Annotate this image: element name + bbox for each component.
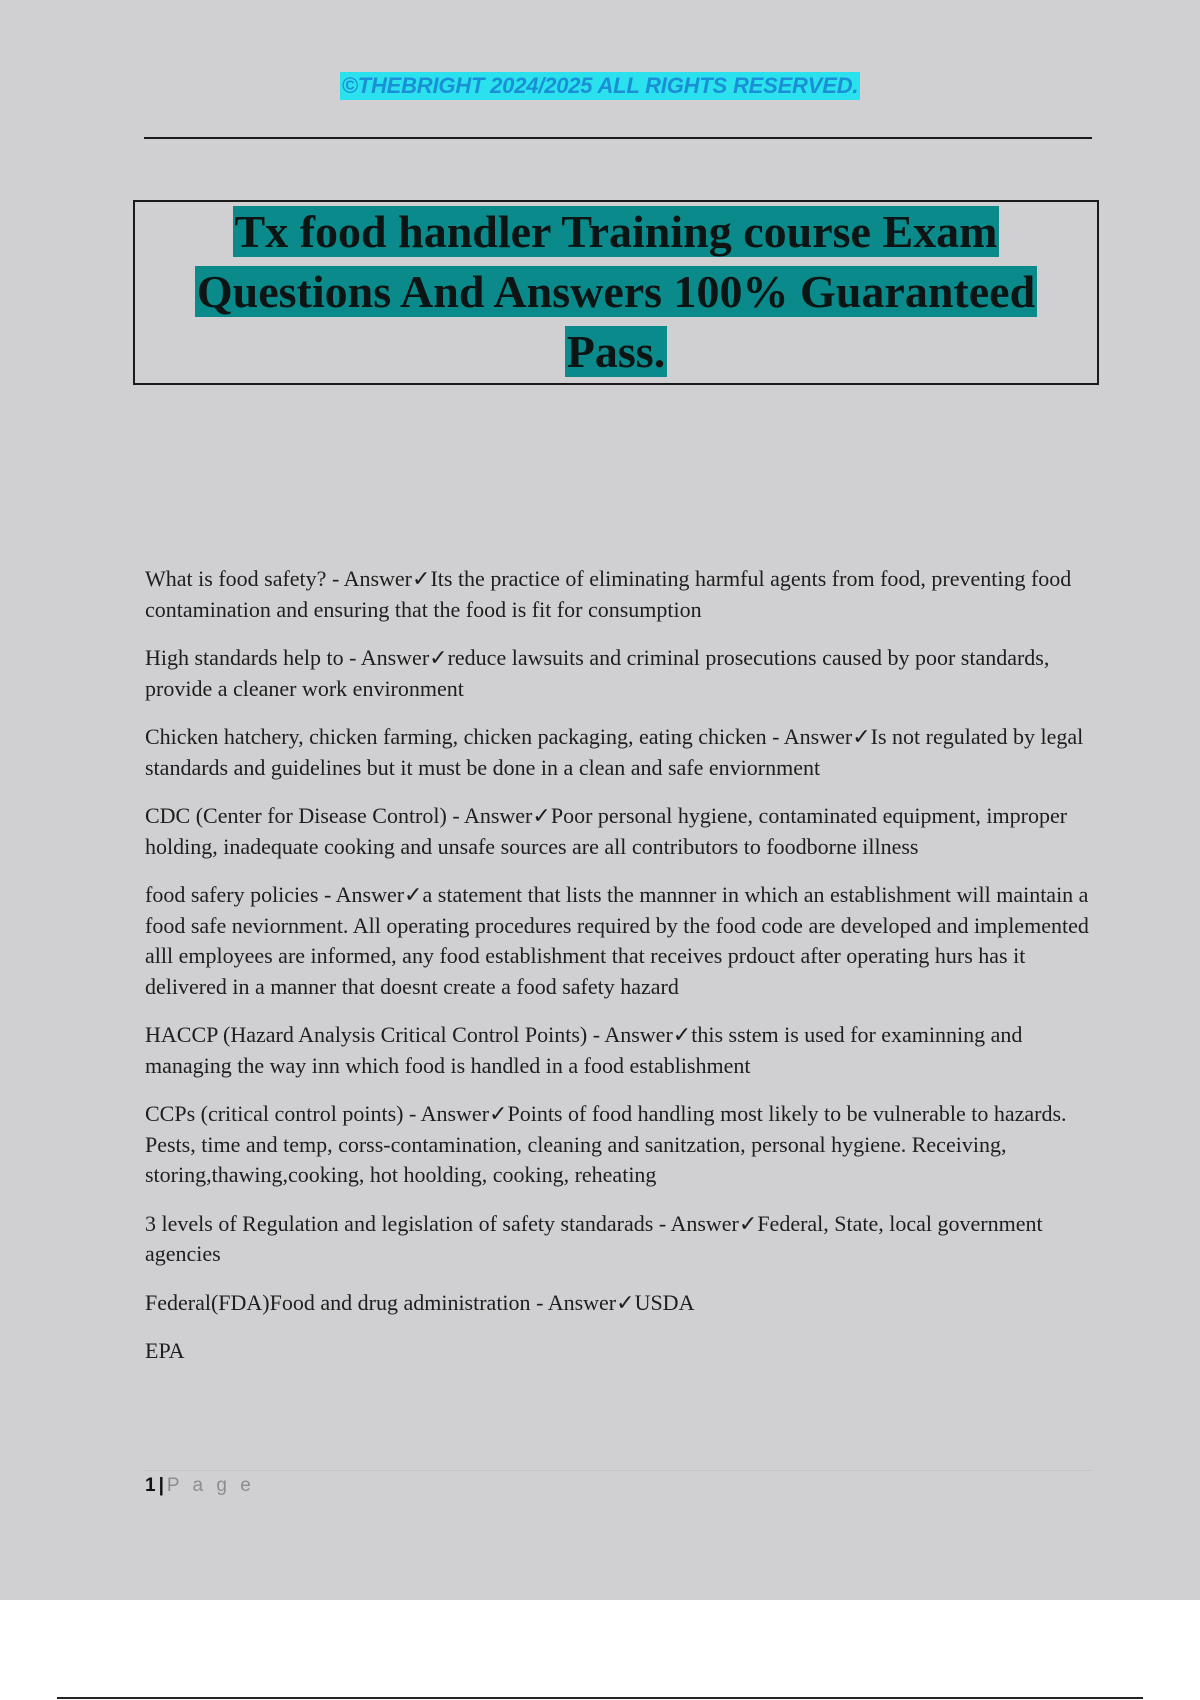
copyright-text: ©THEBRIGHT 2024/2025 ALL RIGHTS RESERVED. xyxy=(341,73,859,98)
answer-text: Poor personal hygiene, contaminated equipment, improper holding, inadequate cooking and unsafe sources are all contributors to foodborne illness xyxy=(145,803,1068,859)
answer-text: Its the practice of eliminating harmful agents from food, preventing food contamination and ensuring that the food is fit for consumption xyxy=(145,566,1072,622)
question-text: CDC (Center for Disease Control) xyxy=(145,803,447,828)
answer-label: Answer✓ xyxy=(360,645,448,670)
answer-text: a statement that lists the mannner in which an establishment will maintain a food safe neviornment. All operating procedures required by the food code are developed and implemented alll employees are informed, any food establishment that receives prdouct after operating hurs has it delivered in a manner that doesnt create a food safety hazard xyxy=(145,882,1089,999)
answer-text: USDA xyxy=(634,1289,695,1315)
question-text: What is food safety? xyxy=(145,566,327,591)
qa-entry: CDC (Center for Disease Control) - Answer✓Poor personal hygiene, contaminated equipment, improper holding, inadequate cooking and unsafe sources are all contributors to foodborne illness xyxy=(145,803,1068,859)
footer-divider xyxy=(145,1470,1092,1471)
answer-label: Answer✓ xyxy=(463,803,551,828)
copyright-header xyxy=(0,72,1200,100)
answer-label: Answer✓ xyxy=(670,1210,758,1236)
header-divider xyxy=(144,137,1092,139)
qa-list xyxy=(145,564,1090,1367)
answer-text: reduce lawsuits and criminal prosecutions caused by poor standards, provide a cleaner work environment xyxy=(145,645,1050,701)
document-title xyxy=(135,202,1097,382)
next-page-rule xyxy=(57,1697,1143,1699)
answer-label: Answer✓ xyxy=(783,724,871,749)
answer-label: Answer✓ xyxy=(420,1101,508,1126)
page-separator: | xyxy=(158,1475,164,1496)
question-text: Federal(FDA)Food and drug administration xyxy=(145,1289,531,1315)
question-text: 3 levels of Regulation and legislation of safety standarads xyxy=(145,1210,654,1236)
answer-text: this sstem is used for examinning and managing the way inn which food is handled in a food establishment xyxy=(145,1022,1023,1078)
question-text: High standards help to xyxy=(145,645,344,670)
question-text: food safery policies xyxy=(145,882,319,907)
qa-entry: 3 levels of Regulation and legislation of safety standarads - Answer✓Federal, State, local government agencies xyxy=(145,1210,1043,1266)
qa-entry: Federal(FDA)Food and drug administration - Answer✓USDA xyxy=(145,1289,695,1315)
answer-label: Answer✓ xyxy=(335,882,423,907)
question-text: Chicken hatchery, chicken farming, chicken packaging, eating chicken xyxy=(145,724,767,749)
answer-label: Answer✓ xyxy=(547,1289,635,1315)
answer-text: Is not regulated by legal standards and guidelines but it must be done in a clean and safe enviornment xyxy=(145,724,1084,780)
trailing-line: EPA xyxy=(145,1338,185,1363)
question-text: HACCP (Hazard Analysis Critical Control Points) xyxy=(145,1022,588,1047)
qa-entry: HACCP (Hazard Analysis Critical Control Points) - Answer✓this sstem is used for examinning and managing the way inn which food is handled in a food establishment xyxy=(145,1022,1023,1078)
qa-entry: CCPs (critical control points) - Answer✓Points of food handling most likely to be vulnerable to hazards. Pests, time and temp, corss-contamination, cleaning and sanitzation, personal hygiene. Receiving, storing,thawing,cooking, hot hoolding, cooking, reheating xyxy=(145,1101,1067,1187)
title-line-3: Pass. xyxy=(566,326,666,377)
qa-entry: High standards help to - Answer✓reduce lawsuits and criminal prosecutions caused by poor standards, provide a cleaner work environment xyxy=(145,645,1050,701)
question-text: CCPs (critical control points) xyxy=(145,1101,404,1126)
answer-text: Federal, State, local government agencies xyxy=(145,1210,1043,1266)
answer-text: Points of food handling most likely to be vulnerable to hazards. Pests, time and temp, corss-contamination, cleaning and sanitzation, personal hygiene. Receiving, storing,thawing,cooking, hot hoolding, cooking, reheating xyxy=(145,1101,1067,1187)
page-word: P a g e xyxy=(166,1475,255,1496)
qa-entry: food safery policies - Answer✓a statement that lists the mannner in which an establishment will maintain a food safe neviornment. All operating procedures required by the food code are developed and implemented alll employees are informed, any food establishment that receives prdouct after operating hurs has it delivered in a manner that doesnt create a food safety hazard xyxy=(145,882,1089,999)
page-number: 1 xyxy=(145,1475,156,1496)
page-footer xyxy=(145,1474,255,1498)
answer-label: Answer✓ xyxy=(604,1022,692,1047)
qa-entry: What is food safety? - Answer✓Its the practice of eliminating harmful agents from food, preventing food contamination and ensuring that the food is fit for consumption xyxy=(145,566,1072,622)
qa-entry: Chicken hatchery, chicken farming, chicken packaging, eating chicken - Answer✓Is not regulated by legal standards and guidelines but it must be done in a clean and safe enviornment xyxy=(145,724,1084,780)
answer-label: Answer✓ xyxy=(343,566,431,591)
title-line-1: Tx food handler Training course Exam xyxy=(234,206,998,257)
title-line-2: Questions And Answers 100% Guaranteed xyxy=(196,266,1036,317)
